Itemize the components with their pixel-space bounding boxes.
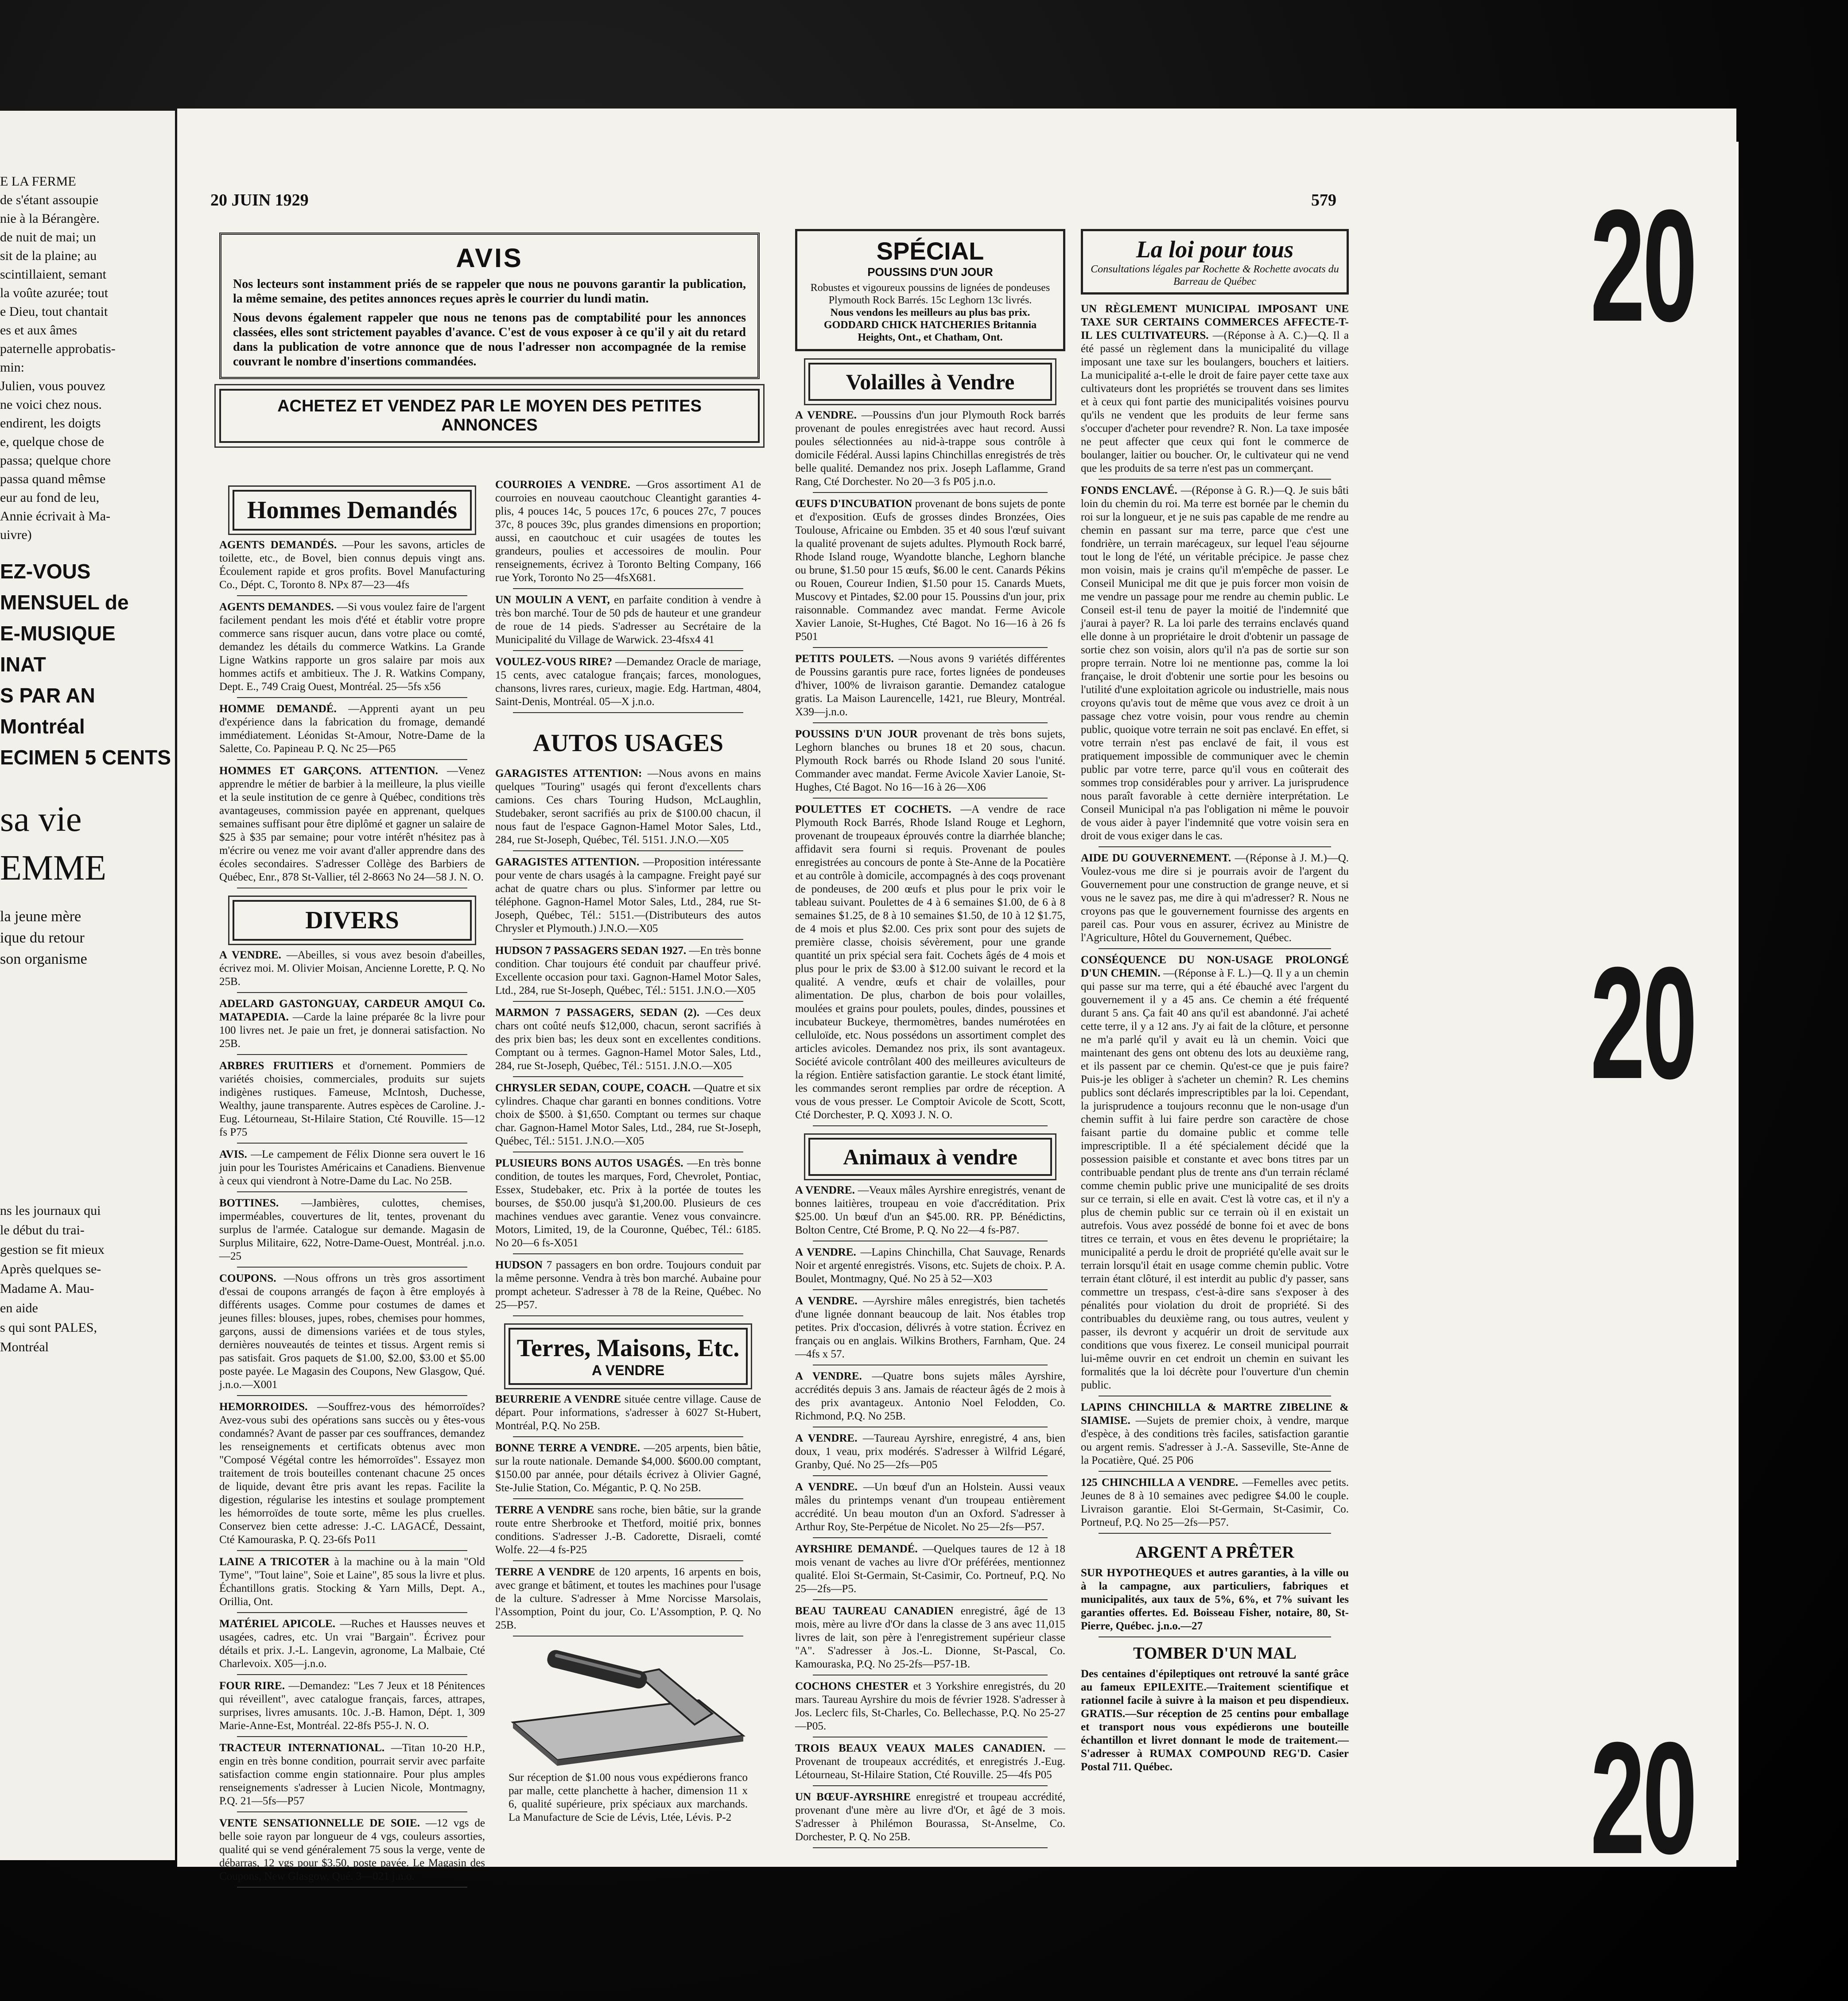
col2-top-ads	[495, 478, 761, 713]
classified-ad	[495, 944, 761, 997]
classified-ad-heading: TROIS BEAUX VEAUX MALES CANADIEN.	[795, 1742, 1045, 1754]
film-frame-marker: 20	[1590, 1709, 1695, 1887]
legal-questions-list	[1081, 302, 1349, 1396]
classified-ad	[795, 409, 1065, 489]
classified-ad-text: —205 arpents, bien bâtie, sur la route nationale. Demande $4,000. $600.00 comptant, $150.00 par année, pour détails écrivez à Olivier Gagné, Ste-Julie Station, Co. Mégantic, P. Q. No 25B.	[495, 1442, 761, 1494]
section-terres-title: Terres, Maisons, Etc.	[516, 1334, 740, 1362]
classified-ad	[495, 1259, 761, 1312]
classified-ad-heading: A VENDRE.	[795, 1481, 858, 1493]
divider	[237, 1612, 467, 1613]
divider	[813, 722, 1048, 723]
divider	[237, 1191, 467, 1192]
classified-ad-text: provenant de très bons sujets, Leghorn blanches ou brunes 18 et 20 sous, chacun. Plymouth Rock barrés ou Rhode Island 20 sous l'unité. Commander avec mandat. Ferme Avicole Xavier Lanoie, St-Hughes, Cté Bagot. No 16—16 à 26—X06	[795, 728, 1065, 793]
divider	[1099, 479, 1331, 480]
classified-ad	[795, 497, 1065, 644]
classified-ad-text: —(Réponse à G. R.)—Q. Je suis bâti loin du chemin du roi. Ma terre est bornée par le chemin du roi sur la longueur, et je ne suis pas capable de me rendre au chemin en passant sur ma terre, parce que c'est une fondrière, un terrain marécageux, sur lequel l'eau séjourne tout le long de l'été, un véritable précipice. Je passe chez mon voisin, mais je crains qu'il m'empêche de passer. Le Conseil Municipal me dit que je puis forcer mon voisin de me vendre un passage pour me rendre au chemin public. Le Conseil est-il tenu de payer la moitié de l'indemnité que j'aurai à payer? R. La loi parle des terrains enclavés quand elle donne à un propriétaire le droit d'obtenir un passage de sortie chez son voisin, alors qu'il n'a pas de sortie sur son propre terrain. Notre loi ne mentionne pas, comme la loi française, le droit d'obtenir une sortie pour les besoins ou l'utilité d'une exploitation agricole ou industrielle, mais nous croyons qu'avis tout de même que vous avez ce droit à un passage chez votre voisin, pour vous rendre au chemin public, quoique votre terrain ne soit pas enclavé. En effet, si votre terrain n'est pas enclavé de fait, il vous est pratiquement impossible de communiquer avec le chemin public par votre terre, parce qu'il vous en coûterait des sommes trop considérables pour y arriver. La jurisprudence nous paraît favorable à cette dernière interprétation. Le Conseil Municipal n'a pas l'obligation ni même le pouvoir de vous aider à payer l'indemnité que votre voisin sera en droit de vous exiger dans le cas.	[1081, 485, 1349, 842]
left-page-line: ns les journaux qui	[0, 1203, 101, 1218]
classified-ad-text: —A vendre de race Plymouth Rock Barrés, Rhode Island Rouge et Leghorn, provenant de troupeaux éprouvés contre la diarrhée blanche; affidavit sera fourni si requis. Provenant de poules enregistrées au concours de ponte à Ste-Anne de la Pocatière et au contrôle à domicile, accompagnés à des coqs provenant de pondeuses, de 200 œufs et plus pour le prix voir le tableau suivant. Poulettes de 4 à 6 semaines $1.00, de 6 à 8 semaines $1.25, de 8 à 10 semaines $1.50, de 10 à 12 $1.75, de 4 mois et plus $2.00. Ces prix sont pour des sujets de première classe, choisis sévèrement, pour une grande quantité un prix spécial sera fait. Cochets âgés de 4 mois et plus pour le prix de $3.00 à $12.00 suivant le record et la qualité. A vendre, œufs et chair de volailles, pour alimentation. De plus, charbon de bois pour volailles, moulées et grains pour poulets, poules, dindes, poussines et incubateur Buckeye, thermomètres, bandes numérotées en celluloïde, etc. Nous possédons un assortiment complet des articles avicoles. Demandez nos prix, ils sont avantageux. Société avicole contrôlant 400 des meilleures aviculteurs de la région. Entière satisfaction garantie. Le stock étant limité, les commandes seront remplies par ordre de réception. A vous de vous presser. Le Comptoir Avicole de Scott, Scott, Cté Dorchester, P. Q. X093 J. N. O.	[795, 803, 1066, 1121]
classified-ad-text: —Demandez Oracle de mariage, 15 cents, avec catalogue français; farces, monologues, chansons, livres rares, curieux, magie. Edg. Hartman, 4804, Saint-Denis, Montréal. 05—X j.n.o.	[495, 656, 761, 708]
classified-ad-heading: VENTE SENSATIONNELLE DE SOIE.	[219, 1817, 420, 1829]
left-page-line: paternelle approbatis-	[0, 341, 116, 356]
special-text-2: Nous vendons les meilleurs au plus bas prix.	[830, 307, 1030, 318]
classified-ad-heading: PLUSIEURS BONS AUTOS USAGÉS.	[495, 1157, 683, 1169]
divider	[813, 1125, 1048, 1126]
divider	[237, 1054, 467, 1055]
film-frame-marker: 20	[1590, 934, 1695, 1112]
classified-ad-text: —Ayrshire mâles enregistrés, bien tachetés d'une lignée donnant beaucoup de lait. Nos étables trop petites. Prix d'occasion, délivrés à votre station. Écrivez en français ou en anglais. Wilkins Brothers, Farnham, Que. 24—4fs x 57.	[795, 1295, 1065, 1360]
divider	[1099, 948, 1331, 949]
classified-ad-heading: AGENTS DEMANDÉS.	[219, 539, 337, 551]
argent-text: SUR HYPOTHEQUES et autres garanties, à la ville ou à la campagne, aux particuliers, fabriques et municipalités, aux taux de 5%, 6%, et 7% suivant les garanties offertes. Ed. Boisseau Fisher, notaire, 80, St-Pierre, Québec. j.n.o.—27	[1081, 1567, 1349, 1632]
special-text: Robustes et vigoureux poussins de lignées de pondeuses Plymouth Rock Barrés. 15c Leghorn 13c livrés.	[810, 282, 1050, 306]
divider	[237, 1887, 467, 1888]
classified-ad	[219, 1272, 485, 1392]
classified-ad-text: —Taureau Ayrshire, enregistré, 4 ans, bien doux, 1 veau, prix modérés. S'adresser à Wilfrid Légaré, Granby, Qué. No 25—2fs—P05	[795, 1432, 1065, 1471]
classified-ad	[495, 1006, 761, 1073]
classified-ad-heading: HOMME DEMANDÉ.	[219, 703, 337, 715]
classified-ad-heading: BEAU TAUREAU CANADIEN	[795, 1605, 954, 1617]
classified-ad	[795, 803, 1065, 1122]
classified-ad-heading: BEURRERIE A VENDRE	[495, 1393, 621, 1405]
classified-ad-text: —En très bonne condition, de toutes les marques, Ford, Chevrolet, Pontiac, Essex, Studebaker, etc. Prix à la portée de toutes les bourses, de $50.00 jusqu'à $1,200.00. Plusieurs de ces machines vendues avec garantie. Venez vous convaincre. Motors, Limited, 19, de la Couronne, Québec, Tél.: 6185. No 20—6 fs-X051	[495, 1157, 761, 1249]
classified-ad-heading: GARAGISTES ATTENTION:	[495, 768, 642, 779]
classified-ad-text: —Ruches et Hausses neuves et usagées, cadres, etc. Un vrai "Bargain". Écrivez pour détails et prix. J.-L. Langevin, agronome, La Malbaie, Cté Charlevoix. X05—j.n.o.	[219, 1618, 485, 1670]
classified-ad-text: —Femelles avec petits. Jeunes de 8 à 10 semaines avec pedigree $4.00 le couple. Livraison garantie. Eloi St-Germain, St-Casimir, Co. Portneuf, P.Q. No 25—2fs—P57.	[1081, 1477, 1349, 1528]
left-page-line: sit de la plaine; au	[0, 248, 97, 263]
hommes-ads-list	[219, 539, 485, 888]
newspaper-page	[177, 109, 1736, 1882]
classified-ad-heading: A VENDRE.	[795, 1184, 855, 1196]
left-page-line: sa vie	[0, 800, 82, 839]
divider	[513, 939, 743, 940]
divider	[513, 1498, 743, 1499]
classified-ad	[219, 764, 485, 884]
divider	[813, 1785, 1048, 1786]
classified-ad	[795, 1370, 1065, 1423]
classified-ad-text: —Quatre bons sujets mâles Ayrshire, accrédités depuis 3 ans. Jamais de réacteur âgés de 2 mois à des prix avantageux. Antonio Noel Felodden, Co. Richmond, P.Q. No 25B.	[795, 1370, 1065, 1422]
left-page-line: min:	[0, 360, 25, 375]
classified-ad	[219, 1197, 485, 1263]
classified-ad	[219, 1617, 485, 1671]
left-page-line: le début du trai-	[0, 1223, 85, 1237]
classified-ad-text: —Nous offrons un très gros assortiment d'essai de coupons arrangés de façon à être employés à différents usages. Comme pour costumes de dames et jeunes filles: blouses, jupes, robes, chemises pour hommes, garçons, aussi de dimensions variées et de tous styles, dernières nouveautés de teintes et tissus. Argent remis si pas satisfait. Gros paquets de $1.00, $2.00, $3.00 et $5.00 poste payée. Le Magasin des Coupons, New Glasgow, Qué. j.n.o.—X001	[219, 1272, 485, 1391]
classified-ad-heading: FONDS ENCLAVÉ.	[1081, 485, 1177, 496]
page-number: 579	[1311, 191, 1336, 209]
left-page-line: EZ-VOUS	[0, 560, 91, 583]
classified-ad-heading: A VENDRE.	[795, 1246, 856, 1258]
divider	[237, 759, 467, 760]
divider	[237, 1143, 467, 1144]
divider	[813, 1847, 1048, 1848]
classified-ad-heading: AVIS.	[219, 1148, 247, 1160]
divider	[237, 1550, 467, 1551]
divider	[513, 650, 743, 651]
classified-ad-heading: VOULEZ-VOUS RIRE?	[495, 656, 613, 668]
classified-ad	[1081, 1401, 1349, 1467]
divider	[237, 595, 467, 596]
classified-ad-heading: AIDE DU GOUVERNEMENT.	[1081, 852, 1231, 864]
classified-ad-heading: HUDSON	[495, 1259, 543, 1271]
chinchilla-ads-list	[1081, 1401, 1349, 1534]
classified-ad-heading: HEMORROIDES.	[219, 1401, 308, 1413]
classified-ad-text: —(Réponse à F. L.)—Q. Il y a un chemin qui passe sur ma terre, qui a été ébauché avec l'argent du gouvernement il y a 45 ans. Ce chemin a été fréquenté durant 5 ans. Ça fait 40 ans qu'il est abandonné. J'ai acheté cette terre, il y a 12 ans. J'y ai fait de la clôture, et personne ne m'a parlé qu'il y avait eu là un chemin. Voici que maintenant des gens ont obtenu des lots au deuxième rang, et ils passent par ce chemin. Qu'est-ce que je puis faire? Puis-je les obliger à s'acheter un chemin? R. Les chemins publics sont déclarés imprescriptibles par la loi. Cependant, la jurisprudence a toujours reconnu que le non-usage d'un chemin suffit à lui faire perdre son caractère de chose faisant partie du domaine public et comme telle imprescriptible. Il a été spécialement décidé que la possession paisible et constante et avec bons titres par un contribuable pendant plus de trente ans d'un terrain réclamé comme chemin public prive une municipalité de ses droits sur ce terrain, si elle en avait. C'est là votre cas, et il n'y a plus de chemin public sur ce terrain où il en existait un autrefois. Vous avez possédé de bonne foi et avec de bons titres ce terrain, et vous en êtes devenu le propriétaire; la municipalité a perdu le droit de propriété qu'elle avait sur le terrain lorsqu'il était en usage comme chemin public. Votre terrain étant clôturé, il est interdit au public d'y passer, sans commettre un trespass, c'est-à-dire sans s'exposer à des pénalités pour violation du droit de propriété. Si des contribuables du deuxième rang, ou tous autres, veulent y passer, ils devront y acquérir un droit de servitude aux conditions que vous fixerez. Le conseil municipal pourrait lui-même ouvrir en cet endroit un chemin en suivant les formalités que la loi décrète pour l'ouverture d'un chemin public.	[1081, 967, 1349, 1391]
classified-ad-text: —Sujets de premier choix, à vendre, marque d'espèce, à des conditions très faciles, satisfaction garantie ou argent remis. S'adresser à J.-A. Sasseville, Ste-Anne de la Pocatière, Qué. 25 P06	[1081, 1415, 1349, 1466]
classified-ad-heading: AYRSHIRE DEMANDÉ.	[795, 1543, 918, 1555]
loi-title: La loi pour tous	[1136, 236, 1294, 263]
classified-ad	[1081, 852, 1349, 945]
classified-ad-heading: CONSÉQUENCE DU NON-USAGE PROLONGÉ D'UN CHEMIN.	[1081, 954, 1349, 979]
section-terres-subtitle: A VENDRE	[591, 1362, 665, 1378]
classified-ad-text: —Pour les savons, articles de toilette, etc., de Bovel, bien connus depuis vingt ans. Écoulement rapide et gros profits. Bovel Manufacturing Co., Dépt. C, Toronto 8. NPx 87—23—4fs	[219, 539, 485, 591]
film-frame-marker: 20	[1590, 177, 1695, 355]
classified-ad-heading: PETITS POULETS.	[795, 653, 894, 665]
left-page-line: de s'étant assoupie	[0, 193, 99, 207]
page-date: 20 JUIN 1929	[210, 191, 309, 209]
classified-ad-text: —Nous avons 9 variétés différentes de Poussins garantis pure race, fortes lignées de pondeuses d'hiver, 100% de livraison garantie. Demandez catalogue gratis. La Maison Laurencelle, 1421, rue Bleury, Montréal. X39—j.n.o.	[795, 653, 1065, 718]
left-page-line: E LA FERME	[0, 174, 76, 189]
classified-ad-heading: UN RÈGLEMENT MUNICIPAL IMPOSANT UNE TAXE SUR CERTAINS COMMERCES AFFECTE-T-IL LES CULTIVATEURS.	[1081, 303, 1349, 341]
classified-ad-heading: MATÉRIEL APICOLE.	[219, 1618, 336, 1630]
classified-ad	[1081, 484, 1349, 843]
left-page-line: uivre)	[0, 527, 32, 542]
divider	[237, 992, 467, 993]
section-volailles: Volailles à Vendre	[808, 363, 1052, 401]
left-page-line: Madame A. Mau-	[0, 1281, 94, 1296]
classified-ad-text: —12 vgs de belle soie rayon par longueur de 4 vgs, couleurs assorties, qualité qui se vend généralement 75 sous la verge, vente de débarras, 12 vgs pour $3.50, poste payée. Le Magasin des Coupons, New Glasgow, Qué. 3—021 j.n.o.	[219, 1817, 485, 1882]
left-page-line: gestion se fit mieux	[0, 1242, 105, 1257]
classified-ad-text: provenant de bons sujets de ponte et d'exposition. Œufs de grosses dindes Bronzées, Oies Toulouse, Africaine ou Embden. 35 et 40 sous l'œuf suivant la qualité provenant de sujets adultes. Plymouth Rock barré, Rhode Island rouge, Wyandotte blanche, Leghorn blanche ou brune, $1.50 pour 15 œufs, $6.00 le cent. Canards Pékins ou Rouen, Coureur Indien, $1.50 pour 15. Canards Muets, Muscovy et Pintades, $2.00 pour 15. Poussins d'un jour, prix raisonnable. Commandez avec mandat. Ferme Avicole Xavier Lanoie, St-Hughes, Cté Bagot. No 16—16 à 26 fs P501	[795, 498, 1065, 643]
classified-ad-text: en parfaite condition à vendre à très bon marché. Tour de 50 pds de hauteur et une grandeur de roue de 14 pieds. S'adresser au Secrétaire de la Municipalité du Village de Warwick. 23-4fsx4 41	[495, 594, 761, 646]
classified-ad	[495, 1393, 761, 1433]
section-terres	[509, 1328, 748, 1385]
classified-ad	[219, 1741, 485, 1808]
classified-ad-text: —Abeilles, si vous avez besoin d'abeilles, écrivez moi. M. Olivier Moisan, Ancienne Lorette, P. Q. No 25B.	[219, 949, 485, 988]
classified-ad	[219, 1148, 485, 1188]
divider	[513, 1315, 743, 1316]
classified-ad-heading: COCHONS CHESTER	[795, 1680, 909, 1692]
classified-ad-text: —Nous avons en mains quelques "Touring" usagés qui feront d'excellents chars camions. Ces chars Touring Hudson, McLaughlin, Studebaker, seront sacrifiés au prix de $100.00 chacun, il nous faut de l'espace Gagnon-Hamel Motor Sales, Ltd., 284, rue St-Joseph, Québec, Tél. 5151. J.N.O.—X05	[495, 768, 761, 846]
section-hommes-demandes: Hommes Demandés	[233, 490, 472, 531]
classified-ad-heading: 125 CHINCHILLA A VENDRE.	[1081, 1477, 1238, 1489]
divider	[813, 647, 1048, 648]
classified-ad	[795, 1246, 1065, 1286]
left-page-line: passa quand mêmse	[0, 472, 106, 486]
classified-ad-text: —Jambières, culottes, chemises, imperméables, couvertures de lit, tentes, provenant du surplus de l'armée. Catalogue sur demande. Magasin de Surplus Militaire, 622, Notre-Dame-Ouest, Montréal. j.n.o.—25	[219, 1197, 485, 1262]
classified-ad-text: de 120 arpents, 16 arpents en bois, avec grange et bâtiment, et toutes les machines pour l'usage de la culture. S'adresser à Mme Norcisse Marsolais, l'Assomption, Point du jour, Co. L'Assomption, P. Q. No 25B.	[495, 1566, 761, 1631]
avis-title: AVIS	[456, 243, 523, 273]
classified-ad-text: à la machine ou à la main "Old Tyme", "Tout laine", Soie et Laine", 85 sous la livre et plus. Échantillons gratis. Stocking & Yarn Mills, Dept. A., Orillia, Ont.	[219, 1556, 485, 1608]
terres-ads-list	[495, 1393, 761, 1636]
classified-ad	[795, 1742, 1065, 1782]
left-page-line: endirent, les doigts	[0, 416, 101, 430]
special-footer: GODDARD CHICK HATCHERIES Britannia Heights, Ont., et Chatham, Ont.	[823, 319, 1037, 343]
divider	[237, 1736, 467, 1737]
divider	[513, 712, 743, 713]
classified-ad	[219, 1555, 485, 1609]
divider	[1099, 1471, 1331, 1472]
section-tomber-d-un-mal: TOMBER D'UN MAL	[1133, 1644, 1297, 1663]
left-page-line: scintillaient, semant	[0, 267, 106, 282]
column-4	[1081, 229, 1349, 1776]
section-argent-a-preter: ARGENT A PRÊTER	[1135, 1543, 1294, 1562]
divider	[513, 1001, 743, 1002]
left-page-line: la jeune mère	[0, 908, 82, 925]
classified-ad-text: —Souffrez-vous des hémorroïdes? Avez-vous subi des opérations sans succès ou y êtes-vous condamnés? Avant de passer par ces souffrances, demandez les renseignements et certificats obtenus avec mon "Composé Végétal contre les hémorroïdes". Essayez mon traitement de trois bouteilles contenant chacune 25 onces de liquide, devant être pris avant les repas. Facilite la digestion, régularise les intestins et soulage promptement les hémorroïdes de toute sorte, même les plus cruelles. Conservez bien cette adresse: J.-C. LAGACÉ, Dessaint, Cté Kamouraska, P. Q. 23-6fs Po11	[219, 1401, 485, 1546]
classified-ad-text: enregistré, âgé de 13 mois, mère au livre d'Or dans la classe de 3 ans avec 11,015 livres de lait, son père à l'enregistrement supérieur classe "A". S'adresser à Jos.-L. Dionne, St-Pascal, Co. Kamouraska, P.Q. No 25-2fs—P57-1B.	[795, 1605, 1065, 1670]
classified-ad	[495, 1504, 761, 1557]
classified-ad-heading: HOMMES ET GARÇONS. ATTENTION.	[219, 765, 438, 777]
avis-box	[219, 233, 760, 379]
divider	[813, 1599, 1048, 1600]
classified-ad	[219, 949, 485, 989]
classified-ad-text: et 3 Yorkshire enregistrés, du 20 mars. Taureau Ayrshire du mois de février 1928. S'adresser à Jos. Leclerc fils, St-Charles, Co. Bellechasse, P.Q. No 25-27—P05.	[795, 1680, 1065, 1732]
left-page-line: Montréal	[0, 715, 85, 738]
classified-ad-heading: UN BŒUF-AYRSHIRE	[795, 1791, 911, 1803]
classified-ad-text: —Venez apprendre le métier de barbier à la meilleure, la plus vieille et la seule institution de ce genre à Québec, conditions très avantageuses, commission payée en apprenant, quelques semaines suffisant pour être diplômé et gagner un salaire de $25 à $35 par semaine; pour votre intérêt n'hésitez pas à m'écrire ou venez me voir avant d'aller apprendre dans des écoles secondaires. S'adresser Collège des Barbiers de Québec, Enr., 878 St-Vallier, tél 2-8663 No 24—58 J. N. O.	[219, 765, 485, 883]
classified-ad-heading: HUDSON 7 PASSAGERS SEDAN 1927.	[495, 945, 687, 957]
classified-ad	[795, 1481, 1065, 1534]
special-title: SPÉCIAL	[876, 237, 984, 265]
classified-ad-text: —Provenant de troupeaux accrédités, et enregistrés J.-Eug. Létourneau, St-Hilaire Station, Cté Rouville. 25—4fs P05	[795, 1742, 1065, 1781]
classified-ad	[795, 1543, 1065, 1596]
petites-annonces-banner: ACHETEZ ET VENDEZ PAR LE MOYEN DES PETITES ANNONCES	[219, 389, 760, 443]
cleaver-board-icon	[504, 1647, 752, 1767]
divider	[1099, 1636, 1331, 1637]
classified-ad	[219, 601, 485, 694]
avis-paragraph-2: Nous devons également rappeler que nous ne tenons pas de comptabilité pour les annonces classées, elles sont strictement payables d'avance. C'est de vous exposer à ce qu'il y ait du retard dans la publication de votre annonce que de nous l'adresser non accompagnée de la remise couvrant le nombre d'insertions commandées.	[233, 311, 746, 368]
classified-ad-text: —(Réponse à A. C.)—Q. Il a été passé un règlement dans la municipalité du village imposant une taxe sur les boulangers, bouchers et laitiers. La municipalité a-t-elle le droit de faire payer cette taxe aux cultivateurs dont les propriétés se trouvent dans ses limites et à ceux qui font partie des municipalités voisines pourvu qu'ils ne vendent que les produits de leur ferme sans s'occuper d'acheter pour revendre? R. Non. La taxe imposée ne peut affecter que ceux qui font le commerce de boulanger, laitier ou boucher. Or, le cultivateur qui ne vend que les produits de sa terre n'est pas un commerçant.	[1081, 330, 1349, 474]
divider	[513, 1560, 743, 1561]
classified-ad-heading: LAINE A TRICOTER	[219, 1556, 330, 1568]
classified-ad-heading: AGENTS DEMANDES.	[219, 601, 334, 613]
left-page-line: INAT	[0, 653, 46, 676]
classified-ad-text: et d'ornement. Pommiers de variétés choisies, commerciales, produits sur sujets indigènes rustiques. Fameuse, McIntosh, Duchesse, Wealthy, jaune transparente. Autres espèces de Caroline. J.-Eug. Létourneau, St-Hilaire Station, Cté Rouville. 15—12 fs P75	[219, 1060, 485, 1138]
left-page-line: passa; quelque chore	[0, 453, 111, 468]
section-animaux: Animaux à vendre	[808, 1138, 1052, 1176]
classified-ad-text: —Ces deux chars ont coûté neufs $12,000, chacun, seront sacrifiés à des prix bien bas; les deux sont en excellentes conditions. Comptant ou à termes. Gagnon-Hamel Motor Sales, Ltd., 284, rue St-Joseph, Québec, Tél.: 5151. J.N.O.—X05	[495, 1007, 761, 1072]
classified-ad	[795, 1295, 1065, 1361]
classified-ad-heading: COURROIES A VENDRE.	[495, 479, 630, 491]
left-page-line: de nuit de mai; un	[0, 230, 96, 244]
left-page-line: e, quelque chose de	[0, 434, 104, 449]
classified-ad-text: —Poussins d'un jour Plymouth Rock barrés provenant de poules enregistrées avec haut record. Aussi poules sélectionnées au nid-à-trappe sous contrôle à domicile Fédéral. Aussi lapins Chinchillas enregistrés de très belle qualité. Demandez nos prix. Joseph Laflamme, Grand Rang, Cté Dorchester. No 20—3 fs P05 j.n.o.	[795, 409, 1065, 488]
autos-ads-list	[495, 767, 761, 1316]
columns-left	[219, 233, 760, 452]
classified-ad-text: 7 passagers en bon ordre. Toujours conduit par la même personne. Vendra à très bon marché. Aubaine pour prompt acheteur. S'adresser à 78 de la Reine, Québec. No 25—P57.	[495, 1259, 761, 1311]
loi-pour-tous-box	[1081, 229, 1349, 295]
classified-ad	[795, 1680, 1065, 1733]
divider	[237, 1395, 467, 1396]
classified-ad-text: sans roche, bien bâtie, sur la grande route entre Sherbrooke et Thetford, moitié prix, bonnes conditions. S'adresser J.-B. Cadorette, Disraeli, comté Wolfe. 22—4 fs-P25	[495, 1504, 761, 1556]
classified-ad-text: —Si vous voulez faire de l'argent facilement pendant les mois d'été et établir votre propre commerce sans risquer aucun, dans votre place ou comté, demandez les détails du commerce Watkins. La Grande Ligne Watkins rapporte un gros salaire par mois aux hommes actifs et ambitieux. The J. R. Watkins Company, Dept. E., 749 Craig Ouest, Montréal. 25—5fs x56	[219, 601, 485, 693]
divider	[513, 1076, 743, 1077]
left-page-line: Après quelques se-	[0, 1262, 101, 1276]
chopping-board-illustration	[504, 1647, 752, 1767]
classified-ad	[795, 1791, 1065, 1844]
avis-paragraph-1: Nos lecteurs sont instamment priés de se rappeler que nous ne pouvons garantir la publication, la même semaine, des petites annonces reçues après le courrier du lundi matin.	[233, 277, 746, 306]
divider	[1099, 1533, 1331, 1534]
left-page-line: en aide	[0, 1301, 38, 1315]
classified-ad	[219, 1817, 485, 1883]
classified-ad	[795, 652, 1065, 719]
classified-ad-text: située centre village. Cause de départ. Pour informations, s'adresser à 6027 St-Hubert, Montréal, P.Q. No 25B.	[495, 1393, 761, 1432]
classified-ad-text: —Veaux mâles Ayrshire enregistrés, venant de bonnes laitières, troupeau en voie d'accréditation. Prix $25.00. Un bœuf d'un an $45.00. RR. PP. Bénédictins, Bolton Centre, Cté Brome, P. Q. No 22—4 fs-P87.	[795, 1184, 1065, 1236]
classified-ad-heading: TERRE A VENDRE	[495, 1504, 594, 1516]
left-page-line: ECIMEN 5 CENTS	[0, 746, 171, 769]
classified-ad-text: enregistré et troupeau accrédité, provenant d'une mère au livre d'Or, et âgé de 3 mois. S'adresser à Philémon Bourassa, St-Anselme, Co. Dorchester, P. Q. No 25B.	[795, 1791, 1066, 1843]
classified-ad	[219, 1059, 485, 1139]
classified-ad	[795, 1432, 1065, 1472]
classified-ad-heading: A VENDRE.	[795, 1370, 862, 1382]
divider	[237, 1811, 467, 1812]
column-3	[795, 229, 1065, 1853]
left-page-line: son organisme	[0, 951, 87, 967]
divider	[813, 1537, 1048, 1538]
classified-ad-heading: POULETTES ET COCHETS.	[795, 803, 951, 815]
classified-ad	[495, 1566, 761, 1632]
divider	[813, 1475, 1048, 1476]
divider	[237, 697, 467, 698]
classified-ad-heading: A VENDRE.	[795, 409, 857, 421]
classified-ad	[1081, 302, 1349, 475]
classified-ad	[495, 478, 761, 585]
classified-ad-text: —Apprenti ayant un peu d'expérience dans la fabrication du fromage, demandé immédiatement. Léonidas St-Amour, Notre-Dame de la Salette, Co. Papineau P. Q. Nc 25—P65	[219, 703, 485, 755]
classified-ad-heading: ŒUFS D'INCUBATION	[795, 498, 912, 510]
classified-ad-heading: A VENDRE.	[219, 949, 281, 961]
classified-ad	[219, 702, 485, 756]
left-page-line: nie à la Bérangère.	[0, 211, 100, 226]
classified-ad-heading: MARMON 7 PASSAGERS, SEDAN (2).	[495, 1007, 699, 1019]
classified-ad-heading: COUPONS.	[219, 1272, 276, 1284]
classified-ad-heading: LAPINS CHINCHILLA & MARTRE ZIBELINE & SIAMISE.	[1081, 1401, 1349, 1427]
classified-ad	[495, 655, 761, 709]
left-page-line: EMME	[0, 849, 106, 888]
classified-ad	[495, 1442, 761, 1495]
left-page-line: es et aux âmes	[0, 323, 78, 337]
divider	[513, 588, 743, 589]
classified-ad	[495, 1157, 761, 1250]
classified-ad-heading: GARAGISTES ATTENTION.	[495, 856, 640, 868]
classified-ad-heading: ARBRES FRUITIERS	[219, 1060, 334, 1072]
left-page-line: S PAR AN	[0, 684, 95, 707]
classified-ad-heading: BONNE TERRE A VENDRE.	[495, 1442, 640, 1454]
divider	[237, 1267, 467, 1268]
classified-ad-heading: TERRE A VENDRE	[495, 1566, 595, 1578]
classified-ad-heading: A VENDRE.	[795, 1295, 858, 1307]
classified-ad	[795, 1605, 1065, 1671]
tomber-text: Des centaines d'épileptiques ont retrouvé la santé grâce au fameux EPILEXITE.—Traitement scientifique et rationnel facile à suivre à la maison et peu dispendieux. GRATIS.—Sur réception de 25 centins pour emballage et transport nous vous expédierons une bouteille échantillon et livret donnant le mode de traitement.—S'adresser à RUMAX COMPOUND REG'D. Casier Postal 711. Québec.	[1081, 1668, 1349, 1773]
classified-ad-heading: FOUR RIRE.	[219, 1680, 285, 1692]
divider	[237, 1674, 467, 1675]
left-page-line: Julien, vous pouvez	[0, 379, 105, 393]
classified-ad-text: —(Réponse à J. M.)—Q. Voulez-vous me dire si je pourrais avoir de l'argent du Gouvernement pour une construction de grange neuve, et si vous ne le savez pas, me dire à qui m'adresser? R. Nous ne croyons pas que le gouvernement fournisse des argents en pareil cas. Pour vous en assurer, écrivez au Ministre de l'Agriculture, Hôtel du Gouvernement, Québec.	[1081, 852, 1349, 944]
special-box	[795, 229, 1065, 351]
divider	[813, 492, 1048, 493]
classified-ad	[795, 1184, 1065, 1237]
divider	[513, 850, 743, 851]
left-page-strip	[0, 111, 175, 1860]
classified-ad-text: —Proposition intéressante pour vente de chars usagés à la campagne. Freight payé sur achat de quatre chars ou plus. S'informer par lettre ou téléphone. Gagnon-Hamel Motor Sales, Ltd., 284, rue St-Joseph, Québec, Tél.: 5151.—(Distributeurs des autos Chrysler et Plymouth.) J.N.O.—X05	[495, 856, 761, 935]
classified-ad-heading: UN MOULIN A VENT,	[495, 594, 610, 606]
classified-ad-text: —Un bœuf d'un an Holstein. Aussi veaux mâles du printemps venant d'un troupeau entièrement accrédité. Un beau mouton d'un an Oxford. S'adresser à Arthur Roy, Ste-Perpétue de Nicolet. No 25—2fs—P57.	[795, 1481, 1065, 1533]
classified-ad-text: —Lapins Chinchilla, Chat Sauvage, Renards Noir et argenté enregistrés. Visons, etc. Sujets de choix. P. A. Boulet, Montmagny, Qué. No 25 à 52—X03	[795, 1246, 1066, 1285]
column-2	[495, 478, 761, 1827]
divider	[513, 1436, 743, 1437]
classified-ad-text: —Titan 10-20 H.P., engin en très bonne condition, pourrait servir avec parfaite satisfaction comme engin stationnaire. Pour plus amples renseignements s'adresser à Lucien Nicole, Montmagny, P.Q. 21—5fs—P57	[219, 1742, 485, 1807]
classified-ad	[495, 1082, 761, 1148]
classified-ad-text: —En très bonne condition. Char toujours été conduit par chauffeur privé. Excellente occasion pour taxi. Gagnon-Hamel Motor Sales, Ltd., 284, rue St-Joseph, Québec, Tél.: 5151. J.N.O.—X05	[495, 945, 761, 997]
left-page-line: la voûte azurée; tout	[0, 286, 109, 300]
classified-ad-heading: BOTTINES.	[219, 1197, 279, 1209]
classified-ad	[495, 767, 761, 847]
left-page-line: e Dieu, tout chantait	[0, 304, 108, 319]
classified-ad	[219, 1679, 485, 1733]
divider	[813, 798, 1048, 799]
classified-ad	[795, 728, 1065, 794]
divider	[813, 1289, 1048, 1290]
classified-ad	[219, 1400, 485, 1547]
classified-ad	[1081, 954, 1349, 1392]
classified-ad-text: —Quatre et six cylindres. Chaque char garanti en bonnes conditions. Votre choix de $500. à $1,650. Comptant ou termes sur chaque char. Gagnon-Hamel Motor Sales, Ltd., 284, rue St-Joseph, Québec, Tél.: 5151. J.N.O.—X05	[495, 1082, 761, 1147]
classified-ad-text: —Carde la laine préparée 8c la livre pour 100 livres net. Je paie un fret, je donnerai satisfaction. No 25B.	[219, 1011, 485, 1050]
divers-ads-list	[219, 949, 485, 1888]
classified-ad-heading: POUSSINS D'UN JOUR	[795, 728, 918, 740]
left-page-line: ique du retour	[0, 930, 85, 946]
classified-ad-heading: TRACTEUR INTERNATIONAL.	[219, 1742, 385, 1754]
animaux-ads-list	[795, 1184, 1065, 1848]
left-page-line: ne voici chez nous.	[0, 397, 102, 412]
classified-ad	[495, 593, 761, 647]
left-page-line: Annie écrivait à Ma-	[0, 509, 111, 524]
left-page-line: E-MUSIQUE	[0, 622, 116, 645]
classified-ad	[219, 997, 485, 1051]
classified-ad-text: —Gros assortiment A1 de courroies en nouveau caoutchouc Cleantight garanties 4-plis, 4 pouces 14c, 5 pouces 17c, 6 pouces 27c, 7 pouces 37c, 8 pouces 39c, plus grandes dimensions en proportion; aussi, en caoutchouc et cuir usagées de toutes les grandeurs, poulies et accessoires de moulin. Pour renseignements, écrivez à Toronto Belting Company, 166 rue York, Toronto No 25—4fsX681.	[495, 479, 761, 584]
divider	[1099, 846, 1331, 847]
section-autos-usages: AUTOS USAGES	[532, 729, 723, 757]
divider	[513, 1253, 743, 1254]
left-page-line: s qui sont PALES,	[0, 1320, 97, 1335]
classified-ad-heading: A VENDRE.	[795, 1432, 858, 1444]
classified-ad-text: —Quelques taures de 12 à 18 mois venant de vaches au livre d'Or préférées, mentionnez qualité. Eloi St-Germain, St-Casimir, Co. Portneuf, P.Q. No 25—2fs—P5.	[795, 1543, 1066, 1595]
left-page-line: Montréal	[0, 1340, 49, 1354]
section-divers: DIVERS	[233, 900, 472, 941]
tool-ad-caption: Sur réception de $1.00 nous vous expédierons franco par malle, cette planchette à hacher, dimension 11 x 6, qualité supérieure, prix spéciaux aux marchands. La Manufacture de Scie de Lévis, Ltée, Lévis. P-2	[509, 1772, 748, 1823]
classified-ad-text: —Le campement de Félix Dionne sera ouvert le 16 juin pour les Touristes Américains et Canadiens. Bienvenue à ceux qui viendront à Notre-Dame du Lac. No 25B.	[219, 1148, 485, 1187]
left-page-line: MENSUEL de	[0, 591, 129, 614]
left-page-line: eur au fond de leu,	[0, 490, 100, 505]
classified-ad	[495, 856, 761, 935]
classified-ad	[1081, 1476, 1349, 1529]
volailles-ads-list	[795, 409, 1065, 1126]
classified-ad-heading: CHRYSLER SEDAN, COUPE, COACH.	[495, 1082, 691, 1094]
loi-subtitle: Consultations légales par Rochette & Rochette avocats du Barreau de Québec	[1091, 264, 1339, 287]
classified-ad-text: —Demandez: "Les 7 Jeux et 18 Pénitences qui réveillent", avec catalogue français, farces, attrapes, surprises, livres amusants. 10c. J.-B. Hamon, Dépt. 1, 309 Marie-Anne-Est, Montréal. 22-8fs P55-J. N. O.	[219, 1680, 485, 1732]
column-1	[219, 478, 485, 1892]
special-subtitle: POUSSINS D'UN JOUR	[867, 265, 993, 279]
classified-ad-heading: ADELARD GASTONGUAY, CARDEUR AMQUI Co. MATAPEDIA.	[219, 998, 485, 1023]
classified-ad	[219, 539, 485, 592]
